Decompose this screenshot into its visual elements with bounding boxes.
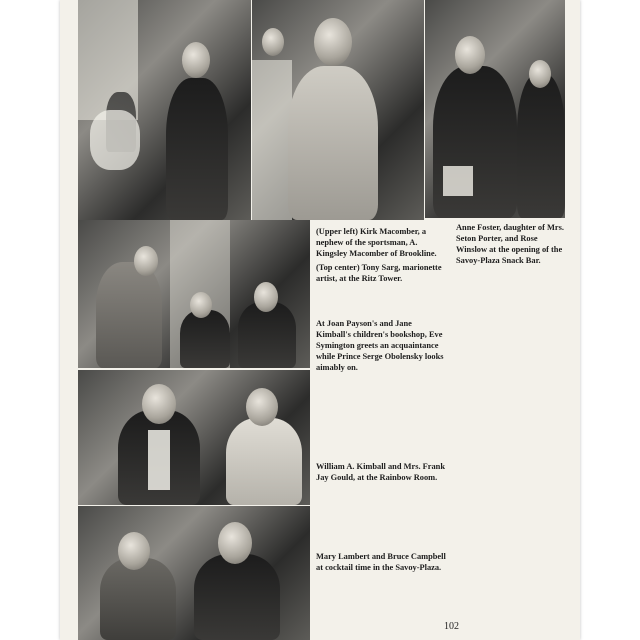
caption-kimball-gould: William A. Kimball and Mrs. Frank Jay Gould, at the Rainbow Room. (316, 462, 445, 482)
caption-upper-right: Anne Foster, daughter of Mrs. Seton Porter, and Rose Winslow at the opening of the Savoy-Plaza Snack Bar. (456, 223, 564, 265)
photo-kimball-gould (78, 370, 310, 505)
magazine-page (60, 0, 580, 640)
photo-tony-sarg (252, 0, 424, 220)
photo-lambert-campbell (78, 506, 310, 640)
caption-lambert-campbell: Mary Lambert and Bruce Campbell at cocktail time in the Savoy-Plaza. (316, 552, 446, 572)
caption-payson-bookshop: At Joan Payson's and Jane Kimball's children's bookshop, Eve Symington greets an acquaintance while Prince Serge Obolensky looks aimably on. (316, 319, 444, 372)
page-number: 102 (444, 621, 459, 632)
photo-anne-foster (425, 0, 565, 218)
photo-payson-bookshop (78, 220, 310, 368)
caption-upper-left: (Upper left) Kirk Macomber, a nephew of the sportsman, A. Kingsley Macomber of Brookline. (316, 227, 437, 258)
photo-kirk-macomber (78, 0, 251, 220)
caption-top-center: (Top center) Tony Sarg, marionette artist, at the Ritz Tower. (316, 263, 442, 283)
